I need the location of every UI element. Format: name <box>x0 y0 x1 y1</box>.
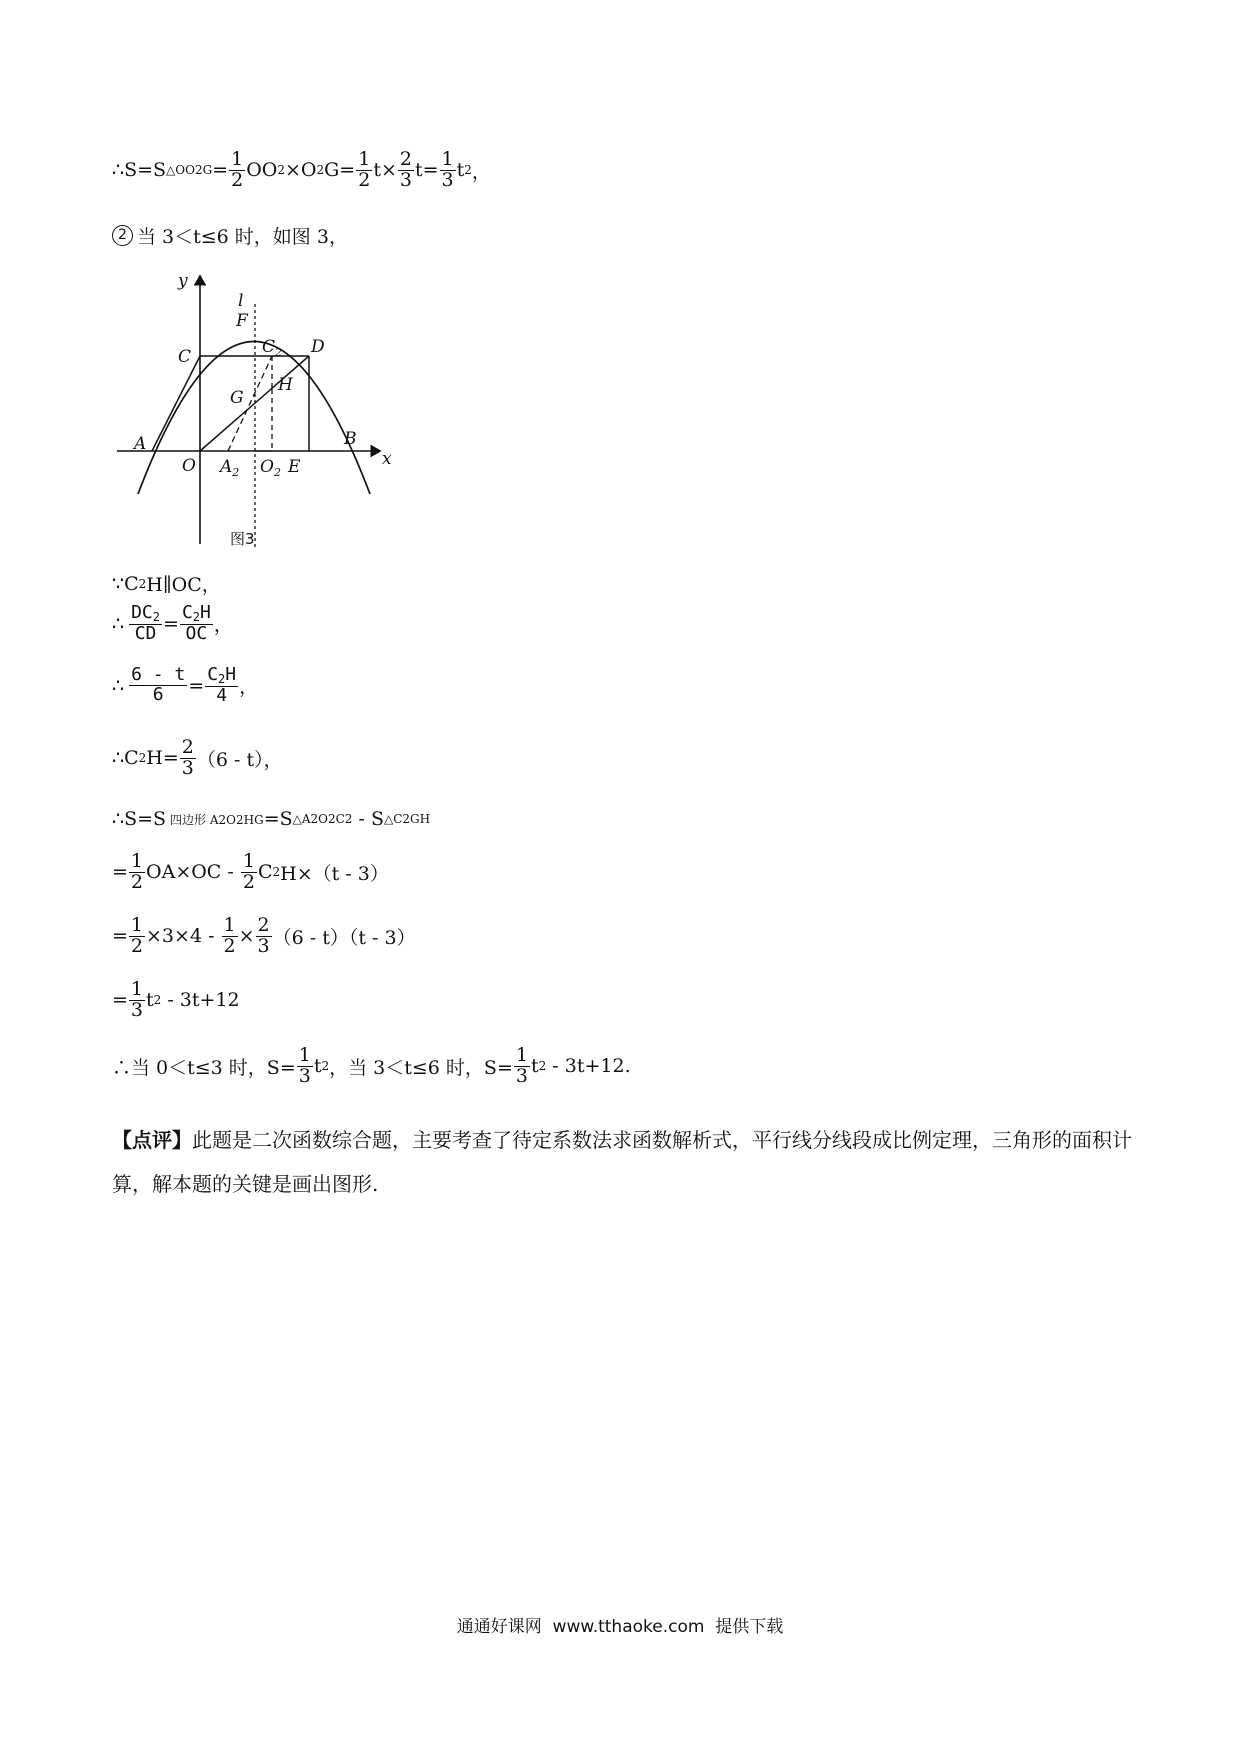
label-O2: $O_2$ <box>260 457 281 479</box>
text: （6 - t）（t - 3） <box>272 926 416 949</box>
text: 当 3＜t≤6 时，如图 3， <box>137 226 348 248</box>
text: DC <box>131 602 153 623</box>
fraction <box>398 150 414 191</box>
denominator: 2 <box>242 870 255 893</box>
figure-caption: 图3 <box>230 530 255 548</box>
label-A: A <box>134 434 147 454</box>
formula-line-1 <box>112 150 491 191</box>
subscript: 2 <box>192 610 201 624</box>
subscript: △A2O2C2 <box>292 812 353 826</box>
label-C: C <box>178 347 192 367</box>
subscript: 2 <box>272 865 281 880</box>
numerator: 1 <box>130 850 144 872</box>
denominator: 3 <box>181 756 194 779</box>
text: t× <box>373 159 397 182</box>
formula-line-7 <box>112 808 430 830</box>
formula-line-6 <box>112 738 283 779</box>
subscript: △OO2G <box>166 163 213 178</box>
denominator: CD <box>134 622 157 644</box>
label-x: x <box>382 449 392 469</box>
text: H×（t - 3） <box>280 862 389 885</box>
fraction <box>222 916 238 957</box>
numerator: 1 <box>231 148 244 170</box>
fraction <box>256 916 272 957</box>
text: C <box>181 602 193 623</box>
text: G= <box>324 159 356 182</box>
text: × <box>238 925 255 948</box>
label-B: B <box>344 429 357 449</box>
text: ∴ <box>112 674 125 697</box>
fraction <box>129 852 145 893</box>
text: OO <box>246 159 278 182</box>
subscript: 2 <box>277 163 285 178</box>
subscript: 2 <box>316 163 325 178</box>
text: ∴ <box>112 612 125 635</box>
fraction <box>129 916 145 957</box>
circled-number: 2 <box>112 225 133 246</box>
text: OA×OC - <box>146 861 240 884</box>
subscript: 2 <box>152 610 161 624</box>
numerator: 1 <box>242 850 255 872</box>
denominator: 2 <box>358 168 371 191</box>
fraction <box>440 150 456 191</box>
text: - 3t+12. <box>546 1055 631 1078</box>
numerator: 1 <box>223 914 236 936</box>
text: ， <box>213 614 233 637</box>
case-2-heading <box>112 222 348 249</box>
label-O: O <box>182 456 196 476</box>
denominator: 3 <box>298 1064 311 1087</box>
fraction <box>180 738 196 779</box>
formula-line-4 <box>112 604 233 643</box>
subscript: 2 <box>218 672 226 686</box>
text: H <box>225 664 237 685</box>
numerator: 2 <box>181 736 194 758</box>
numerator: 2 <box>257 914 270 936</box>
text: t <box>456 159 465 182</box>
superscript: 2 <box>321 1059 330 1074</box>
formula-line-5 <box>112 666 258 705</box>
label-y: y <box>178 271 188 291</box>
text: ∴当 0＜t≤3 时，S= <box>112 1056 296 1079</box>
formula-line-3 <box>112 570 221 597</box>
numerator <box>129 604 162 625</box>
text: =S <box>263 808 293 830</box>
review-text: 此题是二次函数综合题，主要考查了待定系数法求函数解析式，平行线分线段成比例定理，三角形的面积计算，解本题的关键是画出图形. <box>112 1128 1132 1196</box>
numerator <box>180 604 213 625</box>
denominator: 3 <box>257 934 270 957</box>
numerator: 1 <box>298 1044 311 1066</box>
denominator: 3 <box>130 998 144 1021</box>
numerator: 2 <box>399 148 412 170</box>
text: ， <box>471 160 491 183</box>
figure-3-diagram <box>112 264 422 554</box>
label-D: D <box>311 337 325 357</box>
text: C <box>257 861 273 884</box>
review-paragraph <box>112 1118 1132 1206</box>
denominator: 6 <box>152 684 164 706</box>
label-C2: $C_2$ <box>262 337 283 359</box>
parabola <box>138 342 370 495</box>
conclusion-line <box>112 1046 631 1087</box>
label-l: l <box>238 291 244 311</box>
text: C <box>207 664 219 685</box>
superscript: 2 <box>464 163 472 178</box>
denominator: OC <box>185 622 208 644</box>
superscript: 2 <box>153 993 162 1008</box>
subscript: 2 <box>138 576 147 591</box>
text: - 3t+12 <box>161 989 240 1012</box>
segment-AC <box>152 356 200 451</box>
subscript: 2 <box>138 751 147 766</box>
denominator: 4 <box>216 684 228 706</box>
text: t <box>146 989 154 1012</box>
numerator: 1 <box>130 914 144 936</box>
fraction <box>129 980 145 1021</box>
text: = <box>188 674 205 697</box>
formula-line-10 <box>112 980 240 1021</box>
text: = <box>212 159 229 182</box>
text: ∴C <box>112 747 139 770</box>
numerator: 6 - t <box>131 664 186 686</box>
denominator: 2 <box>223 934 236 957</box>
text: H= <box>146 747 179 770</box>
fraction <box>180 604 213 643</box>
formula-line-8 <box>112 852 389 893</box>
superscript: 2 <box>538 1059 547 1074</box>
fraction <box>356 150 372 191</box>
denominator: 2 <box>231 168 244 191</box>
review-label: 【点评】 <box>112 1128 192 1152</box>
text: t= <box>414 159 439 182</box>
numerator: 1 <box>515 1044 528 1066</box>
text: = <box>112 925 128 948</box>
text: H∥OC， <box>146 574 221 596</box>
fraction <box>229 150 245 191</box>
subscript: △C2GH <box>383 812 431 826</box>
text: = <box>112 861 128 884</box>
text: = <box>163 612 179 635</box>
fraction <box>205 666 238 705</box>
label-A2: $A_2$ <box>220 457 240 479</box>
numerator: 1 <box>130 978 144 1000</box>
formula-line-9 <box>112 916 416 957</box>
fraction <box>297 1046 313 1087</box>
text: ，当 3＜t≤6 时，S= <box>329 1056 513 1079</box>
subscript: 四边形 A2O2HG <box>170 812 264 827</box>
fraction <box>241 852 257 893</box>
numerator <box>205 666 238 687</box>
text: ∴S=S <box>112 808 167 830</box>
text: H <box>200 602 211 623</box>
numerator: 1 <box>358 148 371 170</box>
numerator: 1 <box>441 148 454 170</box>
page-footer: 通通好课网 www.tthaoke.com 提供下载 <box>456 1617 784 1637</box>
fraction <box>129 666 187 705</box>
label-E: E <box>288 457 301 477</box>
text: ×O <box>284 159 317 182</box>
label-H: H <box>278 375 293 395</box>
denominator: 2 <box>130 870 144 893</box>
text: ∴S=S <box>112 159 167 182</box>
denominator: 3 <box>399 168 412 191</box>
denominator: 3 <box>515 1064 528 1087</box>
denominator: 3 <box>441 168 454 191</box>
text: t <box>530 1055 539 1078</box>
fraction <box>129 604 162 643</box>
text: （6 - t）， <box>196 748 283 771</box>
text: ， <box>239 676 259 699</box>
fraction <box>514 1046 530 1087</box>
text: - S <box>352 808 384 830</box>
text: t <box>313 1055 322 1078</box>
label-G: G <box>230 388 244 408</box>
text: ×3×4 - <box>146 925 221 948</box>
denominator: 2 <box>130 934 144 957</box>
text: = <box>112 989 128 1012</box>
text: ∵C <box>112 572 139 595</box>
label-F: F <box>236 311 248 331</box>
